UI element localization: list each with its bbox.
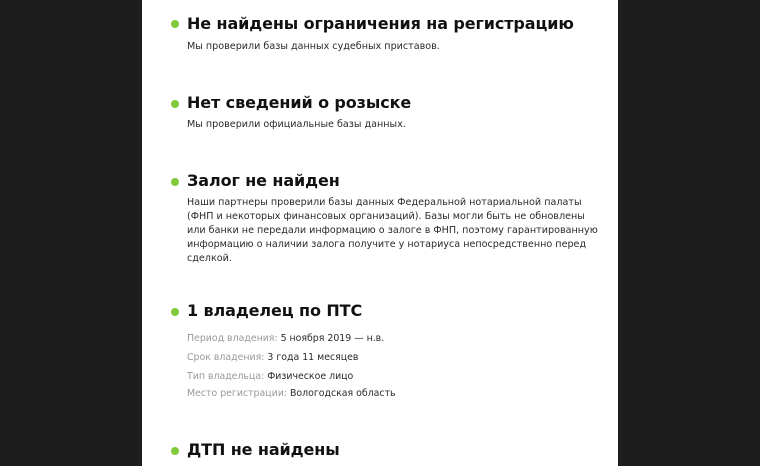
report-panel bbox=[142, 0, 618, 466]
section-title: Нет сведений о розыске bbox=[187, 93, 412, 112]
detail-value: 3 года 11 месяцев bbox=[267, 352, 359, 363]
ownership-duration bbox=[187, 352, 358, 363]
detail-label: Тип владельца: bbox=[187, 371, 265, 382]
ownership-period bbox=[187, 333, 384, 344]
detail-label: Срок владения: bbox=[187, 352, 265, 363]
section-title: Не найдены ограничения на регистрацию bbox=[187, 14, 574, 33]
owner-type bbox=[187, 371, 353, 382]
detail-label: Место регистрации: bbox=[187, 388, 287, 399]
section-title: ДТП не найдены bbox=[187, 440, 340, 459]
section-description: Наши партнеры проверили базы данных Федеральной нотариальной палаты (ФНП и некоторых финансовых организаций). Базы могли быть не обновлены или банки не передали информацию о залоге в ФНП, поэтому гарантированную информацию о наличии залога получите у нотариуса непосредственно перед сделкой. bbox=[187, 197, 598, 264]
status-dot-icon bbox=[171, 100, 179, 108]
section-description: Мы проверили базы данных судебных приставов. bbox=[187, 41, 440, 52]
status-dot-icon bbox=[171, 20, 179, 28]
status-dot-icon bbox=[171, 308, 179, 316]
detail-value: Физическое лицо bbox=[267, 371, 354, 382]
status-dot-icon bbox=[171, 178, 179, 186]
detail-value: Вологодская область bbox=[289, 388, 396, 399]
section-description: Мы проверили официальные базы данных. bbox=[187, 119, 406, 130]
detail-value: 5 ноября 2019 — н.в. bbox=[280, 333, 385, 344]
detail-label: Период владения: bbox=[187, 333, 278, 344]
section-title: 1 владелец по ПТС bbox=[187, 301, 363, 320]
status-dot-icon bbox=[171, 447, 179, 455]
registration-place bbox=[187, 388, 396, 399]
section-title: Залог не найден bbox=[187, 171, 340, 190]
